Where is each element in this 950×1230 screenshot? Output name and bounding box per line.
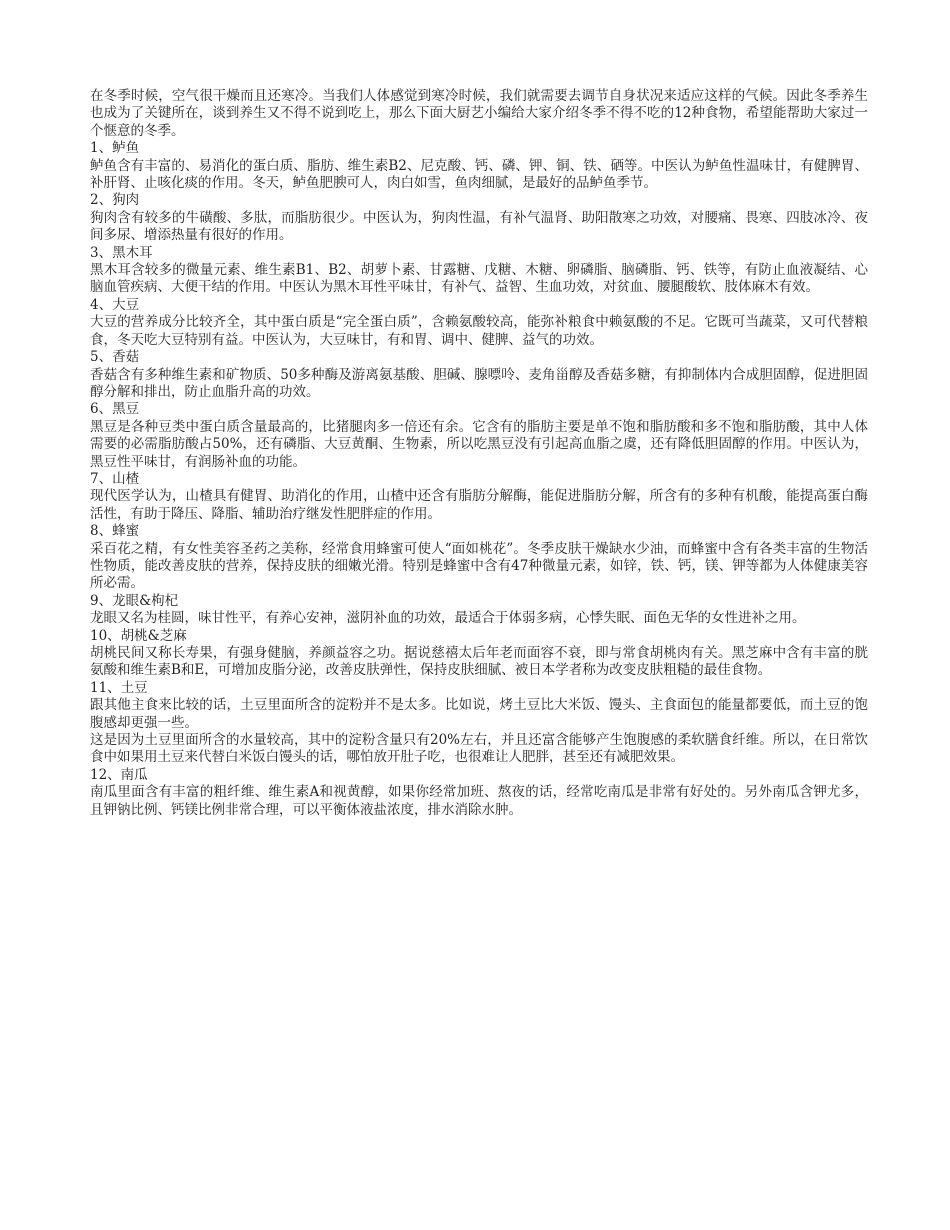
section-paragraph: 香菇含有多种维生素和矿物质、50多种酶及游离氨基酸、胆碱、腺嘌呤、麦角甾醇及香菇多糖，有抑制体内合成胆固醇，促进胆固醇分解和排出，防止血脂升高的功效。 xyxy=(90,366,868,400)
section-dadou xyxy=(90,297,868,349)
section-title: 6、黑豆 xyxy=(90,401,140,418)
section-paragraph: 大豆的营养成分比较齐全，其中蛋白质是“完全蛋白质”，含赖氨酸较高，能弥补粮食中赖氨酸的不足。它既可当蔬菜，又可代替粮食，冬天吃大豆特别有益。中医认为，大豆味甘，有和胃、调中、健脾、益气的功效。 xyxy=(90,314,868,348)
section-paragraph: 南瓜里面含有丰富的粗纤维、维生素A和视黄醇，如果你经常加班、熬夜的话，经常吃南瓜是非常有好处的。另外南瓜含钾尤多，且钾钠比例、钙镁比例非常合理，可以平衡体液盐浓度，排水消除水肿。 xyxy=(90,784,868,818)
section-title: 7、山楂 xyxy=(90,470,140,487)
section-paragraph: 狗肉含有较多的牛磺酸、多肽，而脂肪很少。中医认为，狗肉性温，有补气温肾、助阳散寒之功效，对腰痛、畏寒、四肢冰冷、夜间多尿、增添热量有很好的作用。 xyxy=(90,209,868,244)
section-title: 3、黑木耳 xyxy=(90,244,153,261)
section-paragraph: 胡桃民间又称长寿果，有强身健脑，养颜益容之功。据说慈禧太后年老而面容不衰，即与常食胡桃肉有关。黑芝麻中含有丰富的胱氨酸和维生素B和E，可增加皮脂分泌，改善皮肤弹性，保持皮肤细腻、被日本学者称为改变皮肤粗糙的最佳食物。 xyxy=(90,645,868,679)
section-paragraph: 龙眼又名为桂圆，味甘性平，有养心安神，滋阴补血的功效，最适合于体弱多病，心悸失眠、面色无华的女性进补之用。 xyxy=(90,610,806,627)
section-title: 1、鲈鱼 xyxy=(90,140,140,157)
intro-paragraph: 在冬季时候，空气很干燥而且还寒冷。当我们人体感觉到寒冷时候，我们就需要去调节自身状况来适应这样的气候。因此冬季养生也成为了关键所在，谈到养生又不得不说到吃上，那么下面大厨艺小编给大家介绍冬季不得不吃的12种食物，希望能帮助大家过一个惬意的冬季。 xyxy=(90,88,868,139)
section-shanzha xyxy=(90,471,868,523)
section-heimuer xyxy=(90,245,868,297)
section-nangua xyxy=(90,767,868,819)
section-paragraph: 跟其他主食来比较的话，土豆里面所含的淀粉并不是太多。比如说，烤土豆比大米饭、馒头、主食面包的能量都要低，而土豆的饱腹感却更强一些。 xyxy=(90,697,868,731)
section-hutao-zhima xyxy=(90,628,868,680)
section-paragraph: 黑木耳含较多的微量元素、维生素B1、B2、胡萝卜素、甘露糖、戊糖、木糖、卵磷脂、脑磷脂、钙、铁等，有防止血液凝结、心脑血管疾病、大便干结的作用。中医认为黑木耳性平味甘，有补气、益智、生血功效，对贫血、腰腿酸软、肢体麻木有效。 xyxy=(90,262,868,296)
section-title: 10、胡桃&芝麻 xyxy=(90,627,187,644)
section-longyan-gouqi xyxy=(90,593,868,628)
section-title: 4、大豆 xyxy=(90,296,140,313)
section-title: 11、土豆 xyxy=(90,679,148,696)
section-paragraph: 现代医学认为，山楂具有健胃、助消化的作用，山楂中还含有脂肪分解酶，能促进脂肪分解，所含有的多种有机酸，能提高蛋白酶活性，有助于降压、降脂、辅助治疗继发性肥胖症的作用。 xyxy=(90,488,868,522)
section-paragraph: 黑豆是各种豆类中蛋白质含量最高的，比猪腿肉多一倍还有余。它含有的脂肪主要是单不饱和脂肪酸和多不饱和脂肪酸，其中人体需要的必需脂肪酸占50%，还有磷脂、大豆黄酮、生物素，所以吃黑豆没有引起高血脂之虞，还有降低胆固醇的作用。中医认为，黑豆性平味甘，有润肠补血的功能。 xyxy=(90,418,868,470)
section-paragraph: 这是因为土豆里面所含的水量较高，其中的淀粉含量只有20%左右，并且还富含能够产生饱腹感的柔软膳食纤维。所以，在日常饮食中如果用土豆来代替白米饭白馒头的话，哪怕放开肚子吃，也很难让人肥胖，甚至还有减肥效果。 xyxy=(90,732,868,766)
section-xianggu xyxy=(90,349,868,401)
section-gourou xyxy=(90,192,868,244)
section-title: 8、蜂蜜 xyxy=(90,523,140,540)
section-title: 2、狗肉 xyxy=(90,192,140,209)
article xyxy=(90,88,868,819)
section-title: 12、南瓜 xyxy=(90,766,148,783)
section-title: 9、龙眼&枸杞 xyxy=(90,592,179,609)
section-fengmi xyxy=(90,523,868,593)
section-title: 5、香菇 xyxy=(90,349,140,366)
section-tudou xyxy=(90,680,868,767)
section-luyu xyxy=(90,140,868,192)
section-paragraph: 鲈鱼含有丰富的、易消化的蛋白质、脂肪、维生素B2、尼克酸、钙、磷、钾、铜、铁、硒等。中医认为鲈鱼性温味甘，有健脾胃、补肝肾、止咳化痰的作用。冬天，鲈鱼肥腴可人，肉白如雪，鱼肉细腻，是最好的品鲈鱼季节。 xyxy=(90,157,868,192)
section-heidou xyxy=(90,401,868,471)
section-paragraph: 采百花之精，有女性美容圣药之美称，经常食用蜂蜜可使人“面如桃花”。冬季皮肤干燥缺水少油，而蜂蜜中含有各类丰富的生物活性物质，能改善皮肤的营养，保持皮肤的细嫩光滑。特别是蜂蜜中含有47种微量元素，如锌，铁、钙，镁、钾等都为人体健康美容所必需。 xyxy=(90,540,868,592)
